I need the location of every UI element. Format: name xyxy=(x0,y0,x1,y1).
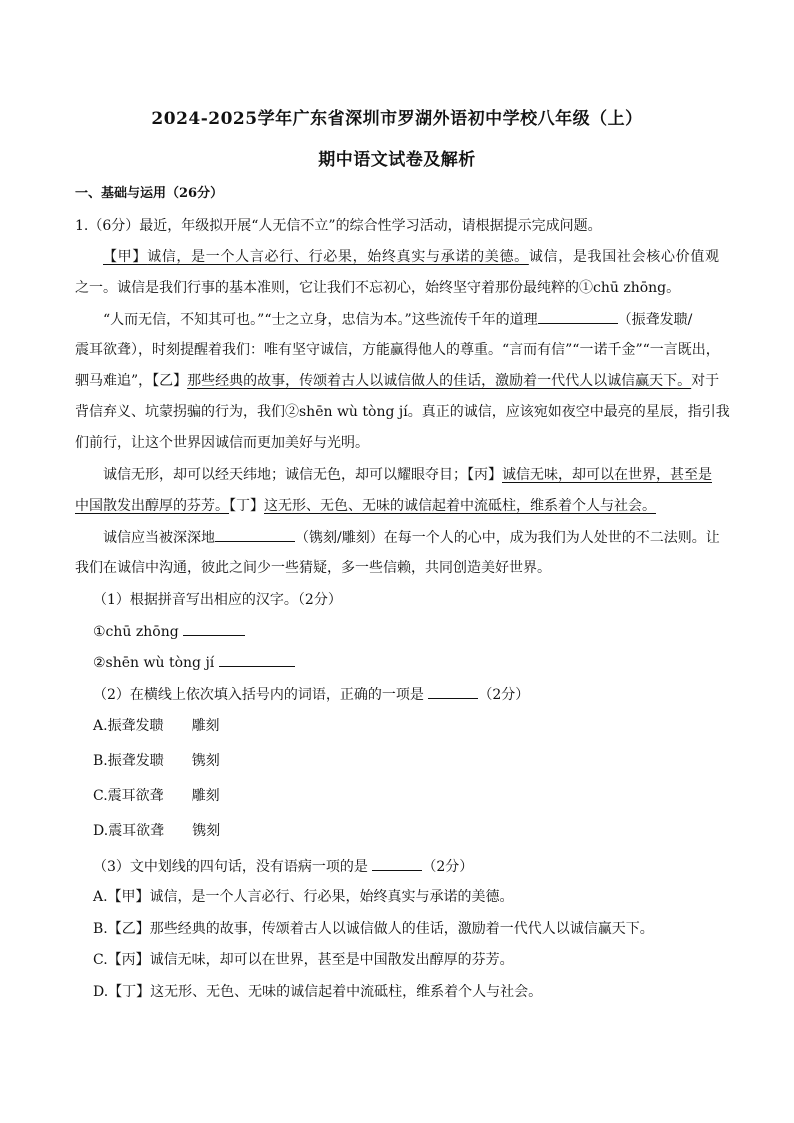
option-word-2: 镌刻 xyxy=(192,823,221,839)
p4-line-2: 我们在诚信中沟通，彼此之间少一些猜疑，多一些信赖，共同创造美好世界。 xyxy=(75,560,551,576)
option-letter: D. xyxy=(93,823,109,839)
p2-line-5: 们前行，让这个世界因诚信而更加美好与光明。 xyxy=(75,435,369,451)
p3-line-1-start: 诚信无形，却可以经天纬地；诚信无色，却可以耀眼夺目；【丙】 xyxy=(103,467,502,483)
option-word-2: 雕刻 xyxy=(191,788,220,804)
p2-line-3-start: 驷马难追”，【乙】 xyxy=(75,373,188,389)
sub1-item-2 xyxy=(93,652,295,673)
p4-line-1-end: （镌刻/雕刻）在每一个人的心中，成为我们为人处世的不二法则。让 xyxy=(295,530,720,546)
option-letter: C. xyxy=(93,788,108,804)
option-letter: A. xyxy=(93,718,108,734)
blank-2 xyxy=(215,527,295,542)
answer-blank-3[interactable] xyxy=(428,684,478,699)
underlined-sentence-yi: 那些经典的故事，传颂着古人以诚信做人的佳话，激励着一代代人以诚信赢天下。 xyxy=(187,373,692,389)
p1-line-2: 之一。诚信是我们行事的基本准则，它让我们不忘初心，始终坚守着那份最纯粹的①chū zhōng。 xyxy=(75,280,681,296)
answer-blank-4[interactable] xyxy=(372,856,422,871)
sub3-option-c[interactable]: C.【丙】诚信无味，却可以在世界，甚至是中国散发出醇厚的芬芳。 xyxy=(93,952,514,968)
sub2-prompt xyxy=(93,684,529,705)
title-line-1: 2024-2025学年广东省深圳市罗湖外语初中学校八年级（上） xyxy=(151,109,643,129)
p3-line-1 xyxy=(103,465,712,485)
p2-line-1-start: “人而无信，不知其可也。”“士之立身，忠信为本。”这些流传千年的道理 xyxy=(103,312,538,328)
option-word-1: 震耳欲聋 xyxy=(108,823,165,839)
sub1-prompt: （1）根据拼音写出相应的汉字。（2分） xyxy=(93,592,342,608)
title-line-2: 期中语文试卷及解析 xyxy=(318,150,476,170)
p2-line-1-end: （振聋发聩/ xyxy=(617,312,693,328)
question-intro: 1.（6分）最近，年级拟开展“人无信不立”的综合性学习活动，请根据提示完成问题。 xyxy=(75,218,602,234)
option-word-2: 雕刻 xyxy=(191,718,220,734)
sub3-prompt xyxy=(93,856,473,877)
label-ding: 【丁】 xyxy=(229,498,264,514)
option-word-1: 震耳欲聋 xyxy=(107,788,164,804)
underlined-sentence-jia: 诚信，是一个人言必行、行必果，始终真实与承诺的美德。 xyxy=(147,249,529,265)
p4-line-1 xyxy=(103,527,720,548)
sub2-option-c[interactable] xyxy=(93,786,220,806)
answer-blank-1[interactable] xyxy=(183,621,245,636)
blank-1 xyxy=(538,309,618,324)
p2-line-2: 震耳欲聋），时刻提醒着我们：唯有坚守诚信，方能赢得他人的尊重。“言而有信”“一诺千金”“一言既出， xyxy=(75,342,720,358)
p2-line-3-end: 对于 xyxy=(691,373,720,389)
p1-line-1-rest: 诚信，是我国社会核心价值观 xyxy=(528,249,720,265)
p3-line-2 xyxy=(75,496,656,516)
p2-line-4: 背信弃义、坑蒙拐骗的行为，我们②shēn wù tòng jí。真正的诚信，应该宛如夜空中最亮的星辰，指引我 xyxy=(75,404,730,420)
sub1-item-1 xyxy=(93,621,245,642)
sub1-item-1-text: ①chū zhōng xyxy=(93,624,179,640)
p2-line-1 xyxy=(103,309,692,330)
p1-line-1 xyxy=(103,247,719,267)
sub3-option-d[interactable]: D.【丁】这无形、无色、无味的诚信起着中流砥柱，维系着个人与社会。 xyxy=(93,984,543,1000)
p4-line-1-start: 诚信应当被深深地 xyxy=(103,530,215,546)
sub2-prompt-start: （2）在横线上依次填入括号内的词语，正确的一项是 xyxy=(93,687,424,703)
sub3-prompt-end: （2分） xyxy=(422,859,474,875)
option-word-1: 振聋发聩 xyxy=(107,753,164,769)
sub3-option-a[interactable]: A.【甲】诚信，是一个人言必行、行必果，始终真实与承诺的美德。 xyxy=(93,889,514,905)
option-word-1: 振聋发聩 xyxy=(107,718,164,734)
sub3-option-b[interactable]: B.【乙】那些经典的故事，传颂着古人以诚信做人的佳话，激励着一代代人以诚信赢天下。 xyxy=(93,921,654,937)
underlined-sentence-ding: 这无形、无色、无味的诚信起着中流砥柱，维系着个人与社会。 xyxy=(264,498,656,514)
sub1-item-2-text: ②shēn wù tòng jí xyxy=(93,655,215,671)
sub2-option-a[interactable] xyxy=(93,716,220,736)
sub2-option-b[interactable] xyxy=(93,751,220,771)
label-jia: 【甲】 xyxy=(103,249,148,265)
sub2-prompt-end: （2分） xyxy=(478,687,530,703)
sub3-prompt-start: （3）文中划线的四句话，没有语病一项的是 xyxy=(93,859,368,875)
option-word-2: 镌刻 xyxy=(191,753,220,769)
underlined-sentence-bing: 诚信无味，却可以在世界，甚至是 xyxy=(502,467,712,483)
section-heading: 一、基础与运用（26分） xyxy=(75,186,224,201)
option-letter: B. xyxy=(93,753,108,769)
underlined-sentence-bing-cont: 中国散发出醇厚的芬芳。 xyxy=(75,498,229,514)
p2-line-3 xyxy=(75,371,719,391)
answer-blank-2[interactable] xyxy=(219,652,295,667)
sub2-option-d[interactable] xyxy=(93,821,220,841)
